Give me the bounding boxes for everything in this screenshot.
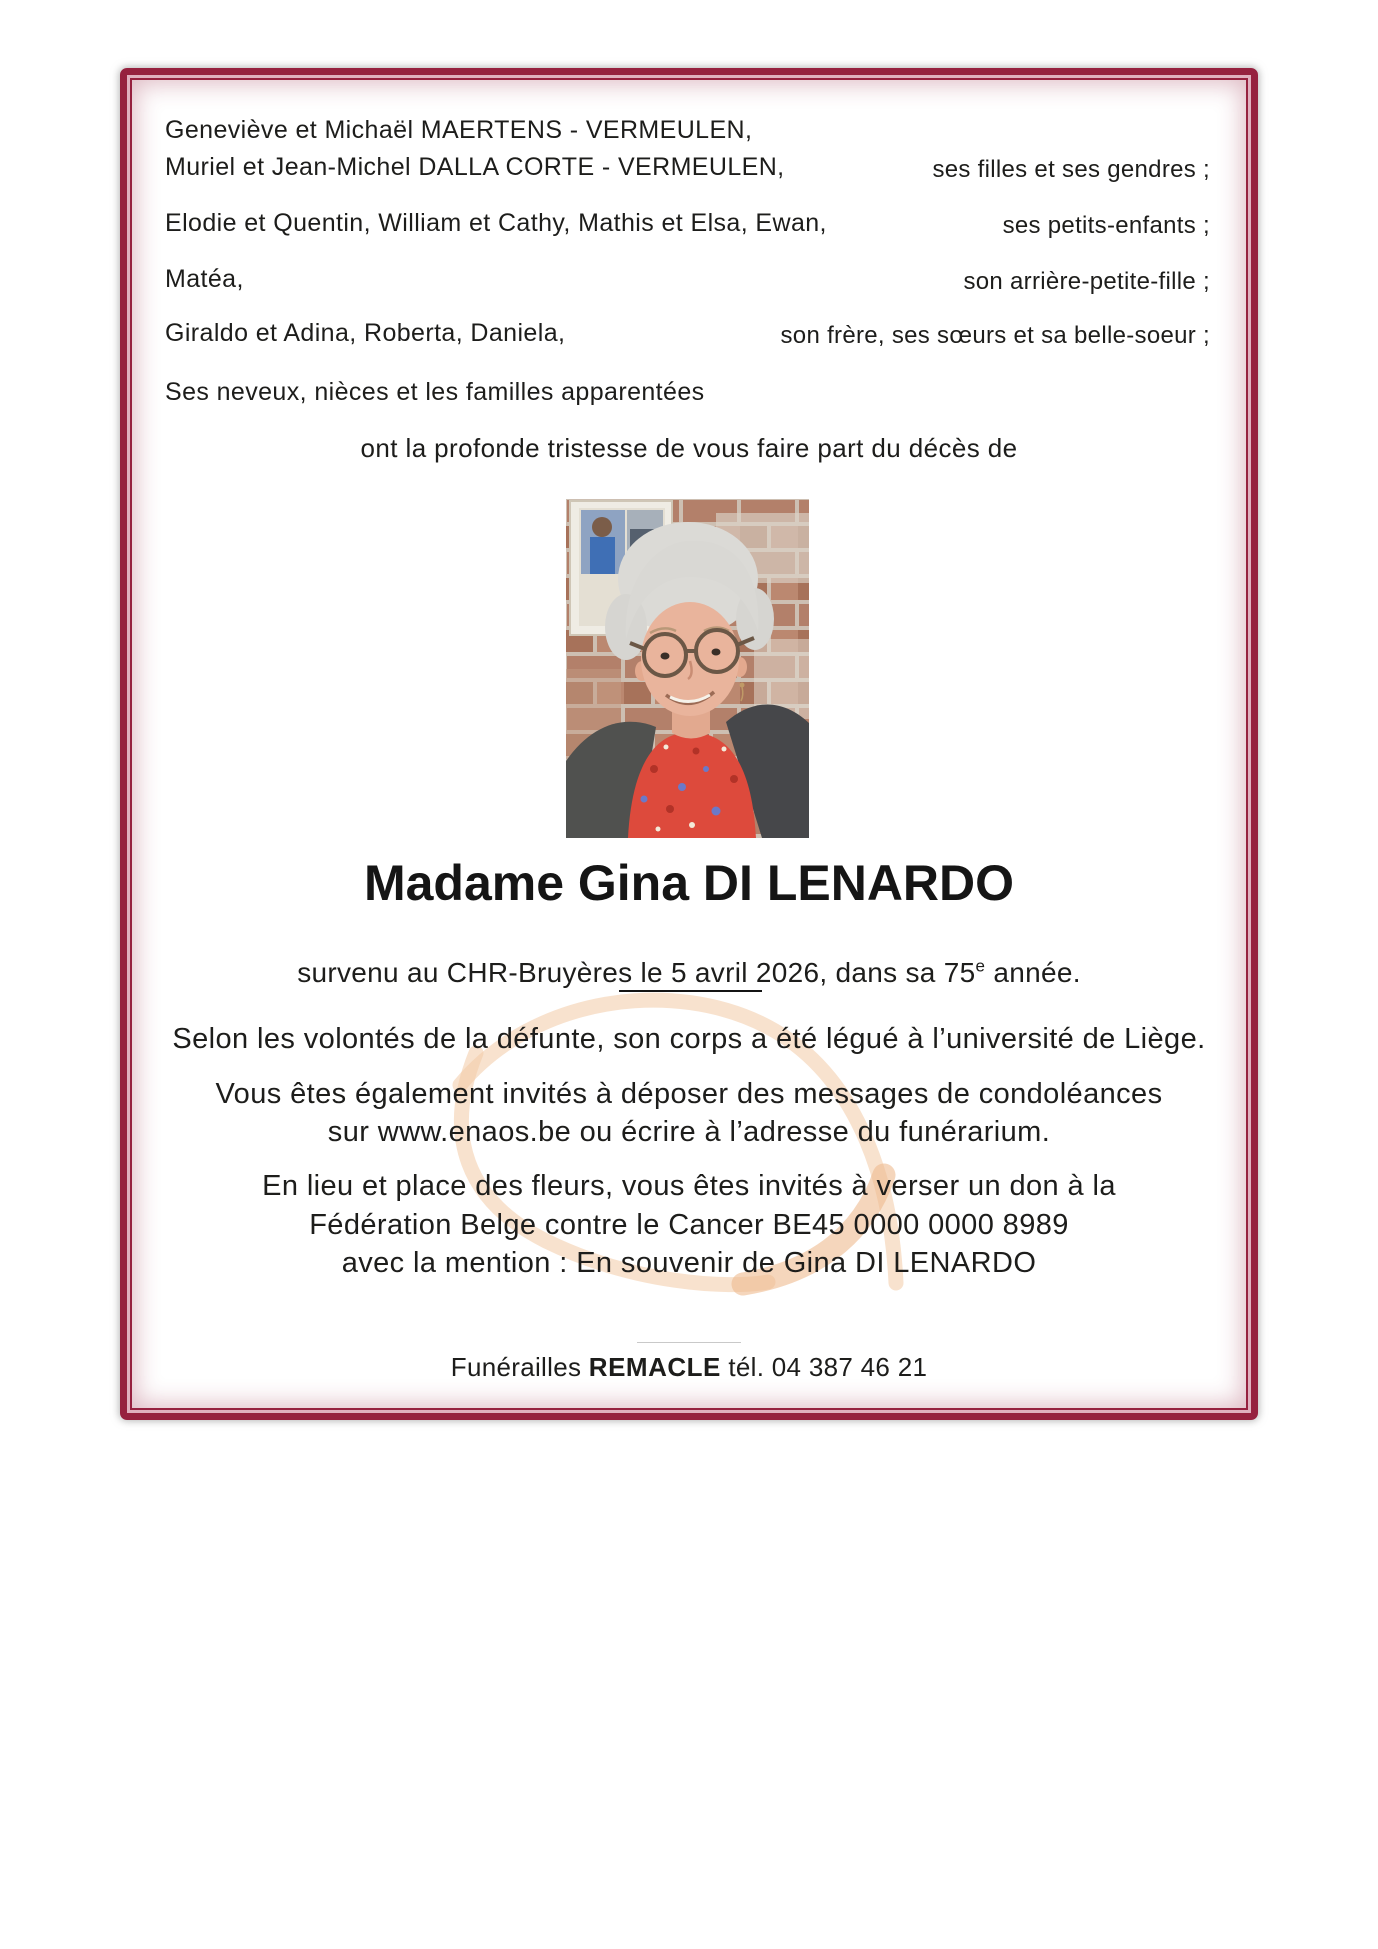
condolences-line-2: sur www.enaos.be ou écrire à l’adresse du funérarium. [327, 1116, 1051, 1148]
death-announcement-line [120, 957, 1258, 989]
funeral-home-name: REMACLE [588, 1352, 721, 1382]
family-names: Matéa, [165, 265, 244, 293]
family-line [165, 265, 1210, 296]
death-line-suffix: année. [985, 957, 1081, 988]
funeral-home-line [120, 1352, 1258, 1383]
body-donation-paragraph: Selon les volontés de la défunte, son corps a été légué à l’université de Liège. [172, 1023, 1206, 1055]
section-divider [619, 990, 762, 992]
family-names: Elodie et Quentin, William et Cathy, Mathis et Elsa, Ewan, [165, 209, 827, 237]
footer-divider [637, 1342, 741, 1343]
relation-label: ses filles et ses gendres ; [932, 156, 1210, 183]
family-line [165, 319, 1210, 350]
intro-sentence: ont la profonde tristesse de vous faire part du décès de [360, 433, 1018, 463]
donation-line-2: Fédération Belge contre le Cancer BE45 0000 0000 8989 [309, 1209, 1069, 1241]
relation-label: son frère, ses sœurs et sa belle-soeur ; [780, 322, 1210, 349]
family-names: Geneviève et Michaël MAERTENS - VERMEULEN, [165, 116, 753, 144]
funeral-home-label: Funérailles [450, 1352, 582, 1382]
family-names: Muriel et Jean-Michel DALLA CORTE - VERMEULEN, [165, 153, 785, 181]
family-names: Giraldo et Adina, Roberta, Daniela, [165, 319, 566, 347]
donation-line-3: avec la mention : En souvenir de Gina DI LENARDO [341, 1247, 1037, 1279]
family-line [165, 116, 1210, 145]
condolences-line-1: Vous êtes également invités à déposer des messages de condoléances [215, 1078, 1163, 1110]
relation-label: ses petits-enfants ; [1002, 212, 1210, 239]
family-line [165, 153, 1210, 184]
portrait-photo [566, 499, 809, 838]
deceased-name: Madame Gina DI LENARDO [363, 855, 1015, 911]
family-line [165, 378, 1210, 407]
family-line [165, 209, 1210, 240]
funeral-home-phone: tél. 04 387 46 21 [728, 1352, 928, 1382]
family-names: Ses neveux, nièces et les familles apparentées [165, 378, 705, 406]
ordinal-superscript: e [975, 956, 986, 976]
relation-label: son arrière-petite-fille ; [963, 268, 1210, 295]
donation-line-1: En lieu et place des fleurs, vous êtes invités à verser un don à la [262, 1170, 1116, 1202]
death-line-prefix: survenu au CHR-Bruyères le 5 avril 2026, dans sa 75 [297, 957, 976, 988]
